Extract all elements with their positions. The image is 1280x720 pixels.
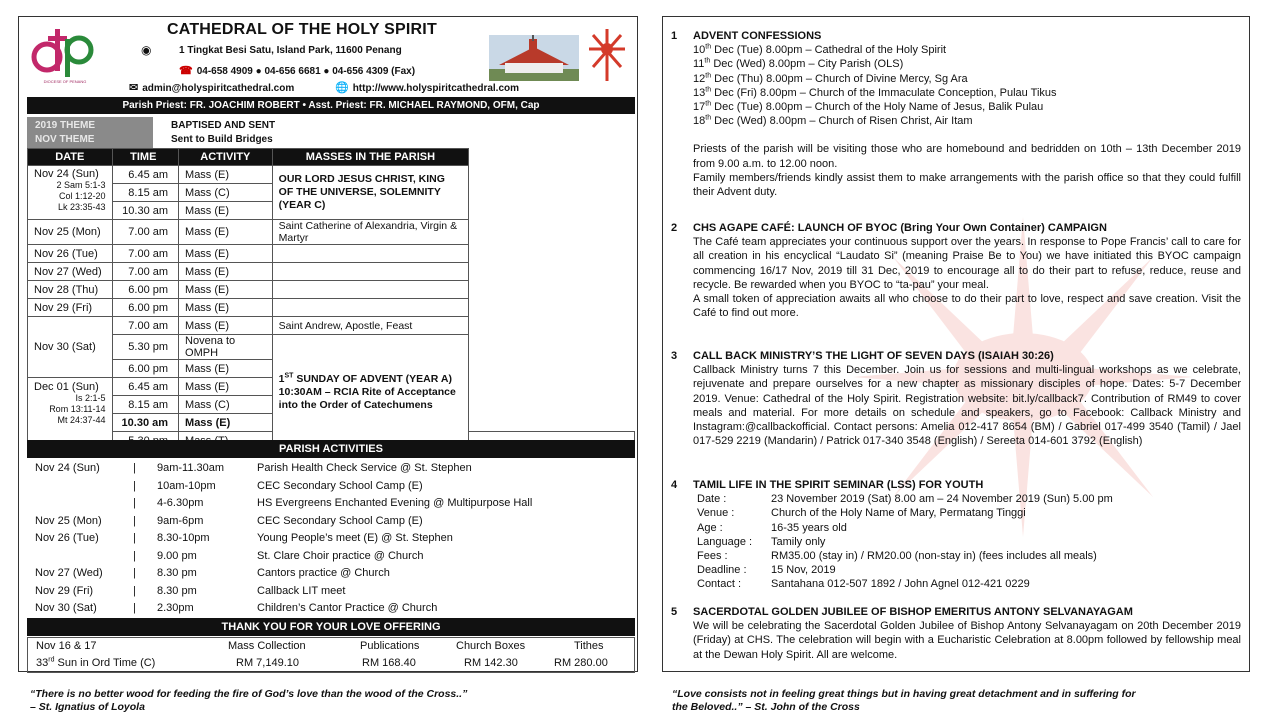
sunday-text: Sun in Ord Time (C) xyxy=(54,657,156,669)
advent-sunday-text: SUNDAY OF ADVENT (YEAR A) xyxy=(293,372,452,385)
activity-cell: Mass (E) xyxy=(179,245,273,263)
date-cell: Nov 26 (Tue) xyxy=(28,245,113,263)
date-text: Dec 01 (Sun) xyxy=(34,381,99,393)
activity-day: Nov 25 (Mon) xyxy=(35,514,102,527)
tithes-label: Tithes xyxy=(574,640,604,652)
section-title: SACERDOTAL GOLDEN JUBILEE OF BISHOP EMERITUS ANTONY SELVANAYAGAM xyxy=(693,606,1133,618)
activity-cell: Mass (E) xyxy=(179,166,273,184)
separator: | xyxy=(133,497,136,509)
advent-ordinal: 1 xyxy=(278,372,285,385)
theme-row xyxy=(27,117,635,148)
empty-description xyxy=(272,281,468,299)
time-cell: 6.00 pm xyxy=(112,281,178,299)
confession-details: Dec (Fri) 8.00pm – Church of the Immaculate Conception, Pulau Tikus xyxy=(711,86,1057,99)
publications-label: Publications xyxy=(360,640,420,652)
confession-item xyxy=(693,72,1241,86)
nov30-description: Saint Andrew, Apostle, Feast xyxy=(272,317,468,335)
activity-time: 8.30 pm xyxy=(157,584,197,597)
activity-time: 4-6.30pm xyxy=(157,497,204,509)
confession-item xyxy=(693,86,1241,100)
date-cell xyxy=(28,166,113,220)
list-item xyxy=(27,583,635,601)
section-number: 3 xyxy=(671,350,678,362)
reading-line: Lk 23:35-43 xyxy=(58,202,106,212)
confession-day-suffix: th xyxy=(704,57,711,65)
detail-row xyxy=(697,535,1241,549)
list-item xyxy=(27,478,635,496)
confession-day-suffix: th xyxy=(705,43,712,51)
table-row xyxy=(28,245,635,263)
list-item xyxy=(27,565,635,583)
confession-day: 10 xyxy=(693,44,706,57)
parish-activities-list xyxy=(27,460,635,618)
activity-cell: Novena to OMPH xyxy=(179,335,273,360)
detail-row xyxy=(697,492,1241,506)
activity-time: 10am-10pm xyxy=(157,479,216,492)
separator: | xyxy=(133,514,136,527)
parish-activities-header: PARISH ACTIVITIES xyxy=(27,440,635,458)
activity-description: CEC Secondary School Camp (E) xyxy=(257,479,423,492)
nov24-description: OUR LORD JESUS CHRIST, KING OF THE UNIVERSE, SOLEMNITY (YEAR C) xyxy=(272,166,468,220)
section-number: 4 xyxy=(671,479,678,491)
confession-day-suffix: th xyxy=(705,86,712,94)
activity-time: 9am-6pm xyxy=(157,514,204,527)
section-body xyxy=(693,29,1241,199)
confession-day-suffix: th xyxy=(705,114,712,122)
cathedral-website[interactable] xyxy=(335,81,519,94)
detail-value: 16-35 years old xyxy=(771,521,847,534)
confession-details: Dec (Thu) 8.00pm – Church of Divine Mercy, Sg Ara xyxy=(711,72,968,85)
theme-labels xyxy=(27,117,153,148)
homebound-paragraph: Priests of the parish will be visiting those who are homebound and bedridden on 10th – 13th December 2019 from 9.00 a.m. to 12.00 noon. xyxy=(693,143,1241,170)
activity-day: Nov 30 (Sat) xyxy=(35,602,97,614)
time-cell: 6.45 am xyxy=(112,166,178,184)
activity-cell: Mass (C) xyxy=(179,396,273,414)
activity-time: 8.30 pm xyxy=(157,567,197,579)
mass-collection-value: RM 7,149.10 xyxy=(236,657,299,669)
activity-description: Young People’s meet (E) @ St. Stephen xyxy=(257,532,453,544)
table-row xyxy=(28,281,635,299)
section-number: 1 xyxy=(671,30,678,42)
theme-values xyxy=(171,119,275,147)
section-body xyxy=(693,478,1241,592)
detail-label: Date : xyxy=(697,493,727,506)
year-theme-value: BAPTISED AND SENT xyxy=(171,120,276,131)
section-title: ADVENT CONFESSIONS xyxy=(693,30,822,42)
agape-paragraph: The Café team appreciates your continuous support over the years. In response to Pope Francis’ call to care for all creation in his encyclical “Laudato Si” (meaning Praise Be to You) we have initiated this BYOC campaign commencing 16/17 Nov, 2019 till 31 Dec, 2019 to encourage all to do their part to refuse, reduce, reuse and recycle. Be rewarded when you BYOC to “ta-pau” your meal. xyxy=(693,236,1241,291)
list-item xyxy=(27,548,635,566)
cathedral-photo xyxy=(489,35,579,81)
col-date: DATE xyxy=(28,149,113,166)
time-cell: 10.30 am xyxy=(112,202,178,220)
list-item xyxy=(27,530,635,548)
list-item xyxy=(27,513,635,531)
time-cell: 6.00 pm xyxy=(112,299,178,317)
activity-cell: Mass (E) xyxy=(179,220,273,245)
activity-day: Nov 29 (Fri) xyxy=(35,584,94,597)
priests-banner: Parish Priest: FR. JOACHIM ROBERT • Asst. Priest: FR. MICHAEL RAYMOND, OFM, Cap xyxy=(27,97,635,114)
offering-sunday xyxy=(36,657,155,669)
col-activity: ACTIVITY xyxy=(179,149,273,166)
cathedral-phone xyxy=(179,64,415,77)
mass-table-header xyxy=(28,149,635,166)
detail-value: 15 Nov, 2019 xyxy=(771,564,836,577)
detail-label: Venue : xyxy=(697,507,735,520)
time-cell: 7.00 am xyxy=(112,317,178,335)
empty-description xyxy=(272,245,468,263)
separator: | xyxy=(133,567,136,579)
separator: | xyxy=(133,549,136,562)
section-body xyxy=(693,349,1241,448)
activity-description: Parish Health Check Service @ St. Stephen xyxy=(257,462,472,474)
list-item xyxy=(27,600,635,618)
detail-label: Age : xyxy=(697,521,723,534)
holy-spirit-emblem xyxy=(585,27,629,83)
activity-description: HS Evergreens Enchanted Evening @ Multipurpose Hall xyxy=(257,497,533,509)
right-quote-text: “Love consists not in feeling great things but in having great detachment and in suffering for xyxy=(672,688,1136,700)
time-cell: 8.15 am xyxy=(112,184,178,202)
confession-item xyxy=(693,114,1241,128)
detail-row xyxy=(697,577,1241,591)
readings xyxy=(34,393,106,426)
activity-description: Cantors practice @ Church xyxy=(257,567,390,579)
date-cell: Nov 27 (Wed) xyxy=(28,263,113,281)
activity-time: 2.30pm xyxy=(157,602,194,614)
activity-cell: Mass (E) xyxy=(179,202,273,220)
activity-cell: Mass (E) xyxy=(179,263,273,281)
right-quote-author: the Beloved..” – St. John of the Cross xyxy=(672,701,860,713)
dec01-description xyxy=(272,335,468,450)
separator: | xyxy=(133,462,136,474)
lss-details xyxy=(693,492,1241,591)
time-cell: 6.45 am xyxy=(112,378,178,396)
detail-row xyxy=(697,506,1241,520)
confession-details: Dec (Wed) 8.00pm – Church of Risen Christ, Air Itam xyxy=(711,115,973,128)
activity-cell: Mass (E) xyxy=(179,378,273,396)
list-item xyxy=(27,495,635,513)
phone-icon: ☎ xyxy=(179,65,193,77)
detail-value: RM35.00 (stay in) / RM20.00 (non-stay in) (fees includes all meals) xyxy=(771,549,1097,562)
activity-cell: Mass (E) xyxy=(179,414,273,432)
month-theme-label: NOV THEME xyxy=(35,134,95,145)
jubilee-paragraph: We will be celebrating the Sacerdotal Golden Jubilee of Bishop Antony Selvanayagam on 20th December 2019 (Friday) at CHS. The celebration will begin with a Eucharistic Celebration at 8.00pm followed by fellowship meal at the Dewan Holy Spirit. All are welcome. xyxy=(693,620,1241,661)
bulletin-left-page xyxy=(18,16,638,672)
website-text: http://www.holyspiritcathedral.com xyxy=(352,83,520,94)
diocese-logo-subtitle: DIOCESE OF PENANG xyxy=(43,79,87,84)
confession-day: 11 xyxy=(693,58,705,71)
date-text: Nov 24 (Sun) xyxy=(34,168,99,180)
table-row xyxy=(28,166,635,184)
sunday-ordinal-suffix: rd xyxy=(48,656,55,664)
separator: | xyxy=(133,479,136,492)
reading-line: Is 2:1-5 xyxy=(75,393,106,403)
advent-ordinal-suffix: ST xyxy=(284,372,294,379)
bulletin-right-page xyxy=(662,16,1250,672)
confession-day: 18 xyxy=(693,115,706,128)
detail-label: Fees : xyxy=(697,549,728,562)
confession-item xyxy=(693,100,1241,114)
callback-paragraph: Callback Ministry turns 7 this December. Join us for sessions and multi-lingual workshops as we celebrate, rejuvenate and prepare ourselves for a new chapter as missionary disciples of hope. Dates: 5-7 December 2019. Venue: Cathedral of the Holy Spirit. Registration website: bit.ly/callback7. Contribution of RM49 to cover meals and material. For more details on schedule and speakers, go to Facebook: Callback Ministry and Instagram:@callbackofficial. Contact persons: Amelia 012-417 8654 (BM) / Gabriel 017-499 3540 (Tamil) / Jael 017-529 2219 (Mandarin) / Patrick 017-340 3548 (English) / Sereeta 014-601 3792 (English) xyxy=(693,364,1241,448)
confession-day-suffix: th xyxy=(705,100,712,108)
confession-item xyxy=(693,43,1241,57)
cathedral-title: CATHEDRAL OF THE HOLY SPIRIT xyxy=(167,21,437,38)
date-cell: Nov 28 (Thu) xyxy=(28,281,113,299)
activity-description: Children’s Cantor Practice @ Church xyxy=(257,602,438,614)
activity-day: Nov 24 (Sun) xyxy=(35,462,100,474)
detail-label: Contact : xyxy=(697,578,742,591)
year-theme-label: 2019 THEME xyxy=(35,120,96,131)
detail-value: Santahana 012-507 1892 / John Agnel 012-421 0229 xyxy=(771,578,1030,591)
time-cell: 10.30 am xyxy=(112,414,178,432)
separator: | xyxy=(133,532,136,544)
table-row xyxy=(28,263,635,281)
time-cell: 5.30 pm xyxy=(112,335,178,360)
separator: | xyxy=(133,602,136,614)
activity-cell: Mass (C) xyxy=(179,184,273,202)
confession-details: Dec (Tue) 8.00pm – Church of the Holy Name of Jesus, Balik Pulau xyxy=(711,101,1044,114)
activity-time: 8.30-10pm xyxy=(157,532,210,544)
reading-line: Rom 13:11-14 xyxy=(49,404,106,414)
separator: | xyxy=(133,584,136,597)
cathedral-address: 1 Tingkat Besi Satu, Island Park, 11600 Penang xyxy=(179,45,402,56)
nov25-description: Saint Catherine of Alexandria, Virgin & Martyr xyxy=(272,220,468,245)
section-body xyxy=(693,221,1241,320)
time-cell: 7.00 am xyxy=(112,245,178,263)
section-title: CHS AGAPE CAFÉ: LAUNCH OF BYOC (Bring Your Own Container) CAMPAIGN xyxy=(693,222,1107,234)
time-cell: 7.00 am xyxy=(112,220,178,245)
time-cell: 7.00 am xyxy=(112,263,178,281)
confession-day: 13 xyxy=(693,86,706,99)
time-cell: 8.15 am xyxy=(112,396,178,414)
church-boxes-label: Church Boxes xyxy=(456,640,526,652)
confession-details: Dec (Tue) 8.00pm – Cathedral of the Holy Spirit xyxy=(711,44,947,57)
detail-label: Language : xyxy=(697,535,753,548)
activity-cell: Mass (E) xyxy=(179,281,273,299)
readings xyxy=(34,180,106,213)
detail-value: 23 November 2019 (Sat) 8.00 am – 24 November 2019 (Sun) 5.00 pm xyxy=(771,493,1113,506)
church-boxes-value: RM 142.30 xyxy=(464,657,518,669)
mass-collection-label: Mass Collection xyxy=(228,640,306,652)
detail-row xyxy=(697,563,1241,577)
left-quote-author: – St. Ignatius of Loyola xyxy=(30,701,145,713)
publications-value: RM 168.40 xyxy=(362,657,416,669)
table-row xyxy=(28,220,635,245)
confession-day: 17 xyxy=(693,101,706,114)
section-number: 5 xyxy=(671,606,678,618)
offering-period: Nov 16 & 17 xyxy=(36,640,97,652)
section-number: 2 xyxy=(671,222,678,234)
globe-icon: 🌐 xyxy=(335,82,349,94)
activity-description: St. Clare Choir practice @ Church xyxy=(257,549,424,562)
section-title: TAMIL LIFE IN THE SPIRIT SEMINAR (LSS) FOR YOUTH xyxy=(693,479,984,491)
col-masses: MASSES IN THE PARISH xyxy=(272,149,468,166)
table-row xyxy=(28,299,635,317)
activity-day: Nov 27 (Wed) xyxy=(35,567,103,579)
activity-time: 9am-11.30am xyxy=(157,462,225,474)
left-quote xyxy=(30,688,467,714)
month-theme-value: Sent to Build Bridges xyxy=(171,134,273,145)
empty-description xyxy=(272,299,468,317)
email-text: admin@holyspiritcathedral.com xyxy=(142,83,295,94)
location-pin-icon: ◉ xyxy=(141,43,152,57)
section-title: CALL BACK MINISTRY’S THE LIGHT OF SEVEN DAYS (ISAIAH 30:26) xyxy=(693,350,1054,362)
date-cell: Nov 29 (Fri) xyxy=(28,299,113,317)
confession-details: Dec (Wed) 8.00pm – City Parish (OLS) xyxy=(710,58,904,71)
col-time: TIME xyxy=(112,149,178,166)
right-quote xyxy=(672,688,1136,714)
confession-item xyxy=(693,57,1241,71)
cathedral-email[interactable] xyxy=(129,81,294,94)
list-item xyxy=(27,460,635,478)
sunday-ordinal: 33 xyxy=(36,657,49,669)
mass-schedule-table xyxy=(27,148,635,450)
reading-line: Mt 24:37-44 xyxy=(57,415,106,425)
offering-header: THANK YOU FOR YOUR LOVE OFFERING xyxy=(27,618,635,636)
confession-list xyxy=(693,43,1241,128)
family-paragraph: Family members/friends kindly assist them to make arrangements with the parish office so that they could fulfill their Advent duty. xyxy=(693,171,1241,199)
confession-day-suffix: th xyxy=(705,71,712,79)
empty-description xyxy=(272,263,468,281)
diocese-logo xyxy=(27,23,99,83)
detail-value: Tamily only xyxy=(771,535,826,548)
advent-sunday-line xyxy=(279,373,462,386)
activity-cell: Mass (E) xyxy=(179,299,273,317)
table-row xyxy=(28,317,635,335)
activity-cell: Mass (E) xyxy=(179,360,273,378)
table-row xyxy=(28,335,635,360)
reading-line: Col 1:12-20 xyxy=(59,191,106,201)
section-body xyxy=(693,605,1241,662)
rcia-line: 10:30AM – RCIA Rite of Acceptance into the Order of Catechumens xyxy=(278,385,456,411)
date-cell: Nov 25 (Mon) xyxy=(28,220,113,245)
activity-cell: Mass (E) xyxy=(179,317,273,335)
date-cell xyxy=(28,378,113,450)
reading-line: 2 Sam 5:1-3 xyxy=(56,180,106,190)
activity-description: CEC Secondary School Camp (E) xyxy=(257,514,423,527)
phone-numbers: 04-658 4909 ● 04-656 6681 ● 04-656 4309 (Fax) xyxy=(196,66,416,77)
detail-row xyxy=(697,521,1241,535)
email-icon: ✉ xyxy=(129,82,139,94)
detail-value: Church of the Holy Name of Mary, Permatang Tinggi xyxy=(771,507,1026,520)
bulletin-header xyxy=(19,17,637,99)
time-cell: 6.00 pm xyxy=(112,360,178,378)
confession-day: 12 xyxy=(693,72,706,85)
date-cell: Nov 30 (Sat) xyxy=(28,317,113,378)
offering-table xyxy=(27,637,635,673)
detail-label: Deadline : xyxy=(697,564,747,577)
activity-description: Callback LIT meet xyxy=(257,584,346,597)
agape-token-paragraph: A small token of appreciation awaits all who choose to do their part to love, respect and save creation. Visit the Café to find out more. xyxy=(693,293,1241,320)
detail-row xyxy=(697,549,1241,563)
activity-time: 9.00 pm xyxy=(157,549,197,562)
left-quote-text: “There is no better wood for feeding the fire of God’s love than the wood of the Cross..” xyxy=(30,688,468,700)
tithes-value: RM 280.00 xyxy=(554,657,608,669)
activity-day: Nov 26 (Tue) xyxy=(35,532,99,544)
